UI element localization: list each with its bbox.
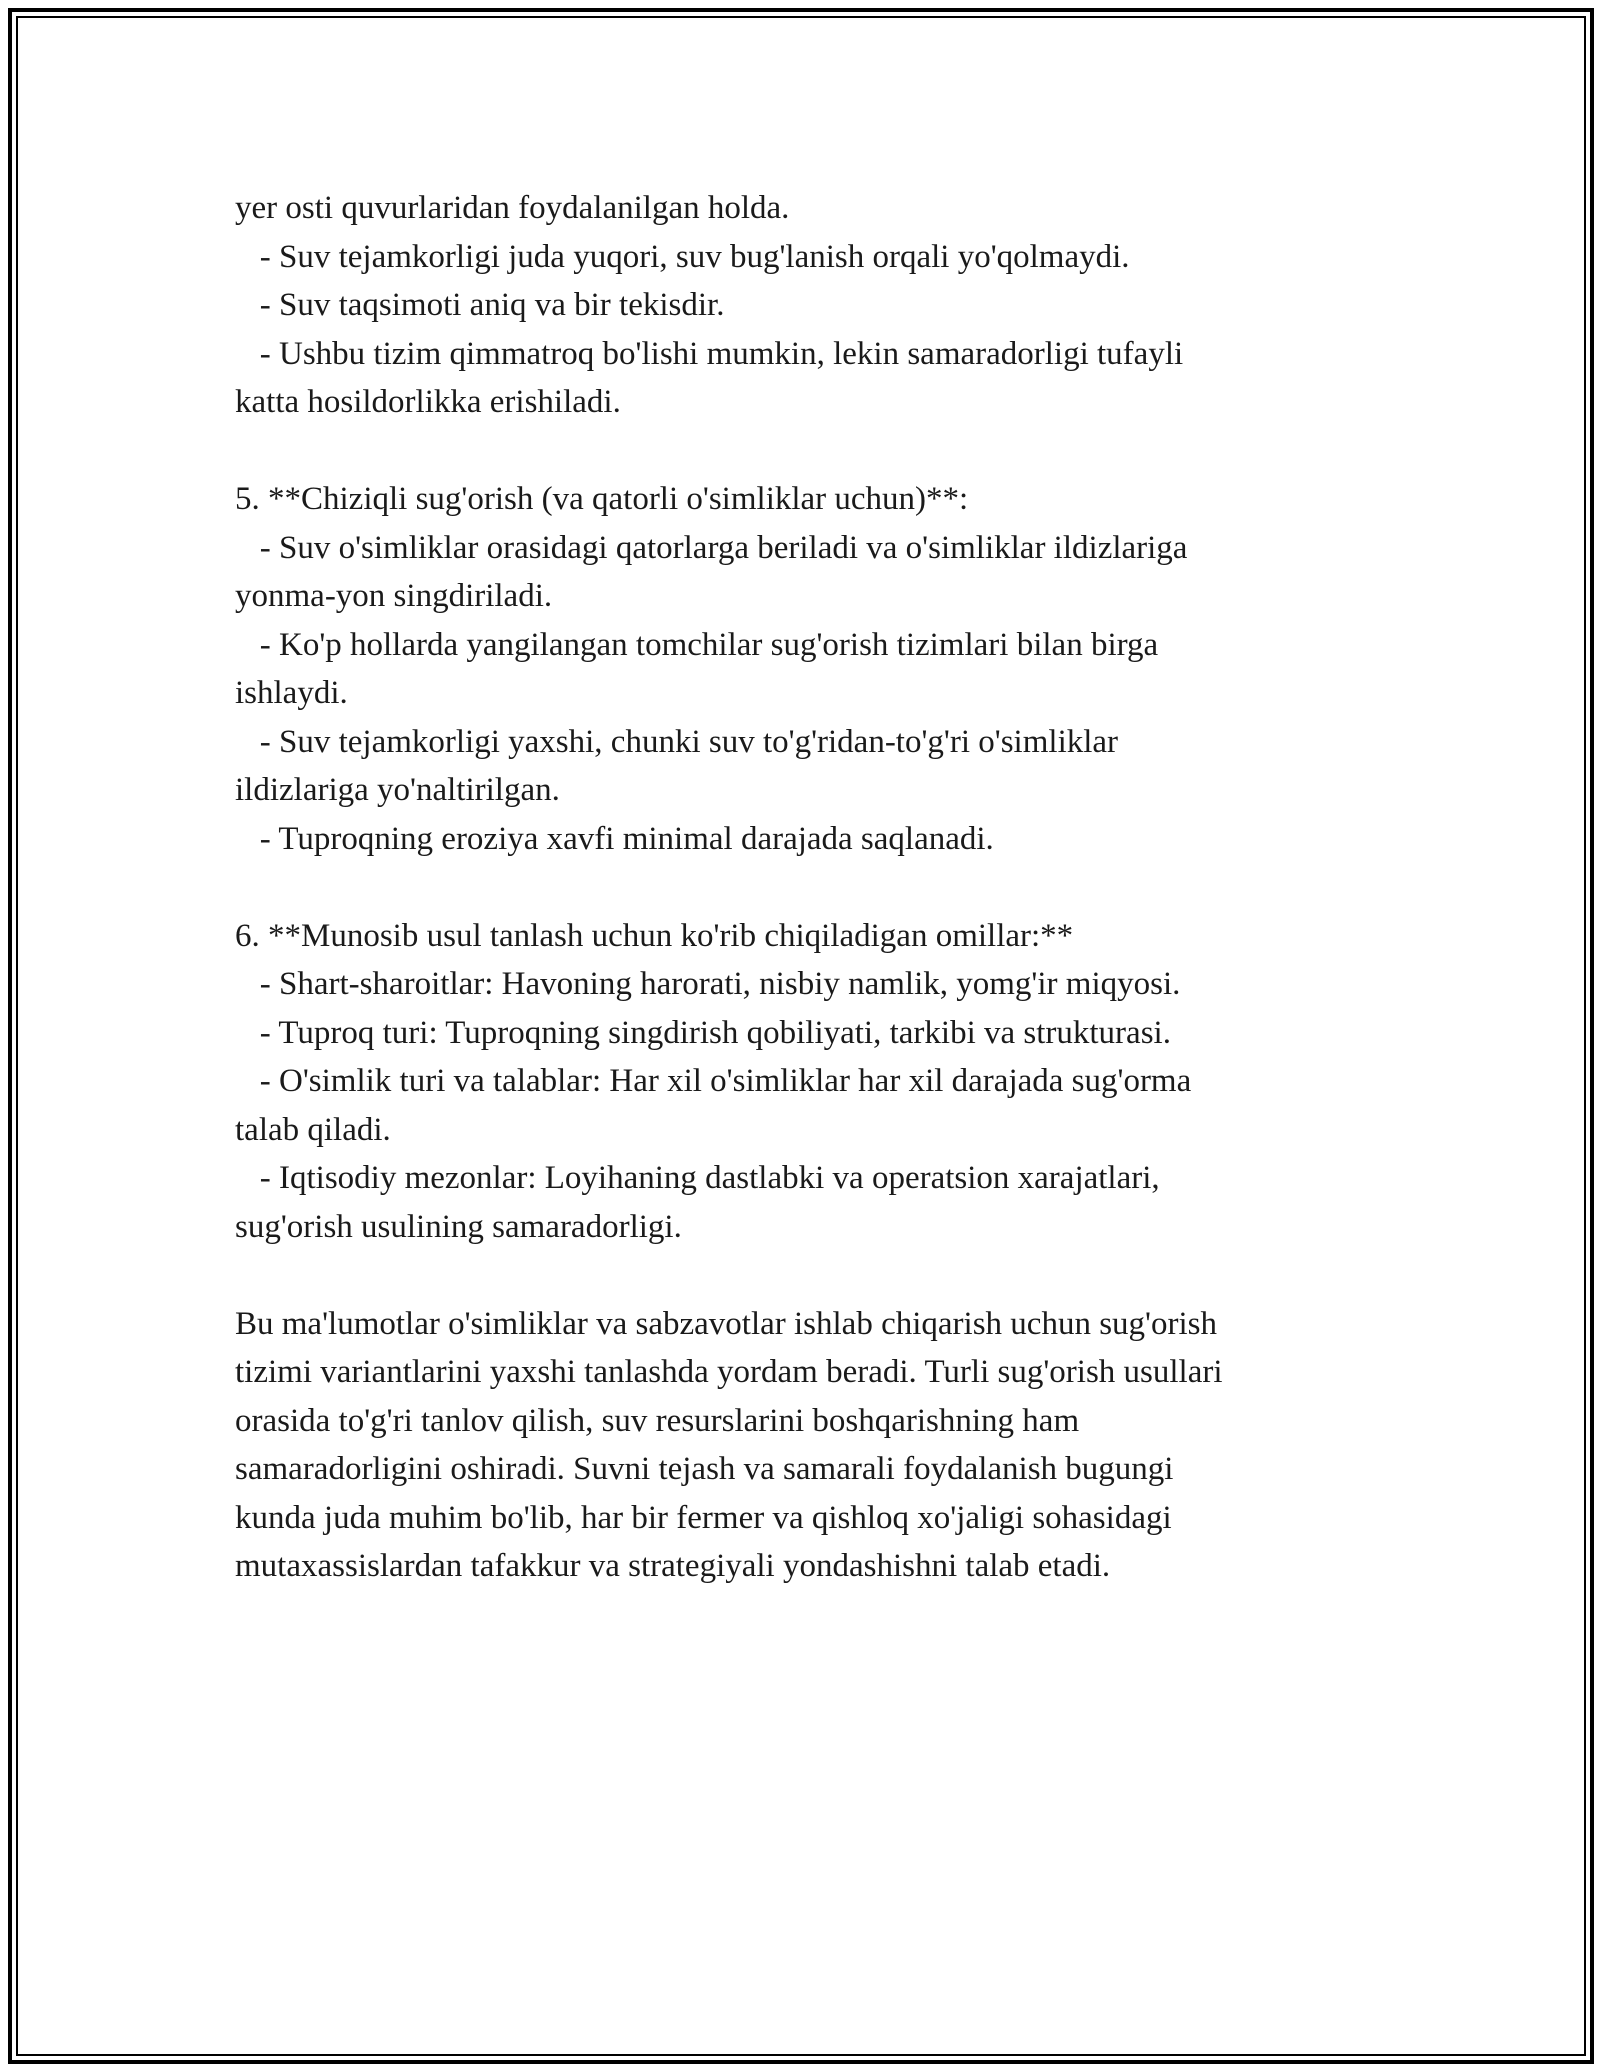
paragraph-gap [235,1251,1365,1300]
text-line: sug'orish usulining samaradorligi. [235,1208,682,1245]
text-line: samaradorligini oshiradi. Suvni tejash va samarali foydalanish bugungi [235,1451,1174,1487]
text-line: kunda juda muhim bo'lib, har bir fermer va qishloq xo'jaligi sohasidagi [235,1499,1172,1536]
text-line: talab qiladi. [235,1111,391,1148]
section-5 [235,475,1365,863]
bullet-item: - Suv o'simliklar orasidagi qatorlarga beriladi va o'simliklar ildizlariga [235,529,1188,566]
bullet-item: - O'simlik turi va talablar: Har xil o'simliklar har xil darajada sug'orma [235,1063,1192,1099]
bullet-item: - Suv tejamkorligi juda yuqori, suv bug'lanish orqali yo'qolmaydi. [235,238,1130,275]
bullet-item: - Ushbu tizim qimmatroq bo'lishi mumkin, lekin samaradorligi tufayli [235,335,1184,372]
bullet-item: - Suv tejamkorligi yaxshi, chunki suv to'g'ridan-to'g'ri o'simliklar [235,723,1119,760]
text-line: mutaxassislardan tafakkur va strategiyali yondashishni talab etadi. [235,1548,1111,1584]
section-6 [235,912,1365,1252]
text-line: ildizlariga yo'naltirilgan. [235,772,560,808]
section-heading: 6. **Munosib usul tanlash uchun ko'rib chiqiladigan omillar:** [235,917,1074,954]
text-line: katta hosildorlikka erishiladi. [235,384,621,420]
bullet-item: - Suv taqsimoti aniq va bir tekisdir. [235,287,725,323]
text-line: yer osti quvurlaridan foydalanilgan holda. [235,190,790,226]
text-line: yonma-yon singdiriladi. [235,578,553,614]
bullet-item: - Ko'p hollarda yangilangan tomchilar sug'orish tizimlari bilan birga [235,626,1159,663]
section-heading: 5. **Chiziqli sug'orish (va qatorli o'simliklar uchun)**: [235,481,969,517]
intro-block [235,184,1365,427]
text-line: tizimi variantlarini yaxshi tanlashda yordam beradi. Turli sug'orish usullari [235,1354,1223,1390]
conclusion-paragraph [235,1300,1365,1591]
paragraph-gap [235,863,1365,912]
text-line: orasida to'g'ri tanlov qilish, suv resurslarini boshqarishning ham [235,1402,1080,1439]
bullet-item: - Shart-sharoitlar: Havoning harorati, nisbiy namlik, yomg'ir miqyosi. [235,966,1181,1002]
paragraph-gap [235,427,1365,476]
text-line: ishlaydi. [235,675,348,711]
text-line: Bu ma'lumotlar o'simliklar va sabzavotlar ishlab chiqarish uchun sug'orish [235,1305,1217,1342]
bullet-item: - Tuproqning eroziya xavfi minimal darajada saqlanadi. [235,820,994,857]
bullet-item: - Tuproq turi: Tuproqning singdirish qobiliyati, tarkibi va strukturasi. [235,1014,1171,1051]
bullet-item: - Iqtisodiy mezonlar: Loyihaning dastlabki va operatsion xarajatlari, [235,1160,1160,1196]
document-body [235,184,1365,1591]
